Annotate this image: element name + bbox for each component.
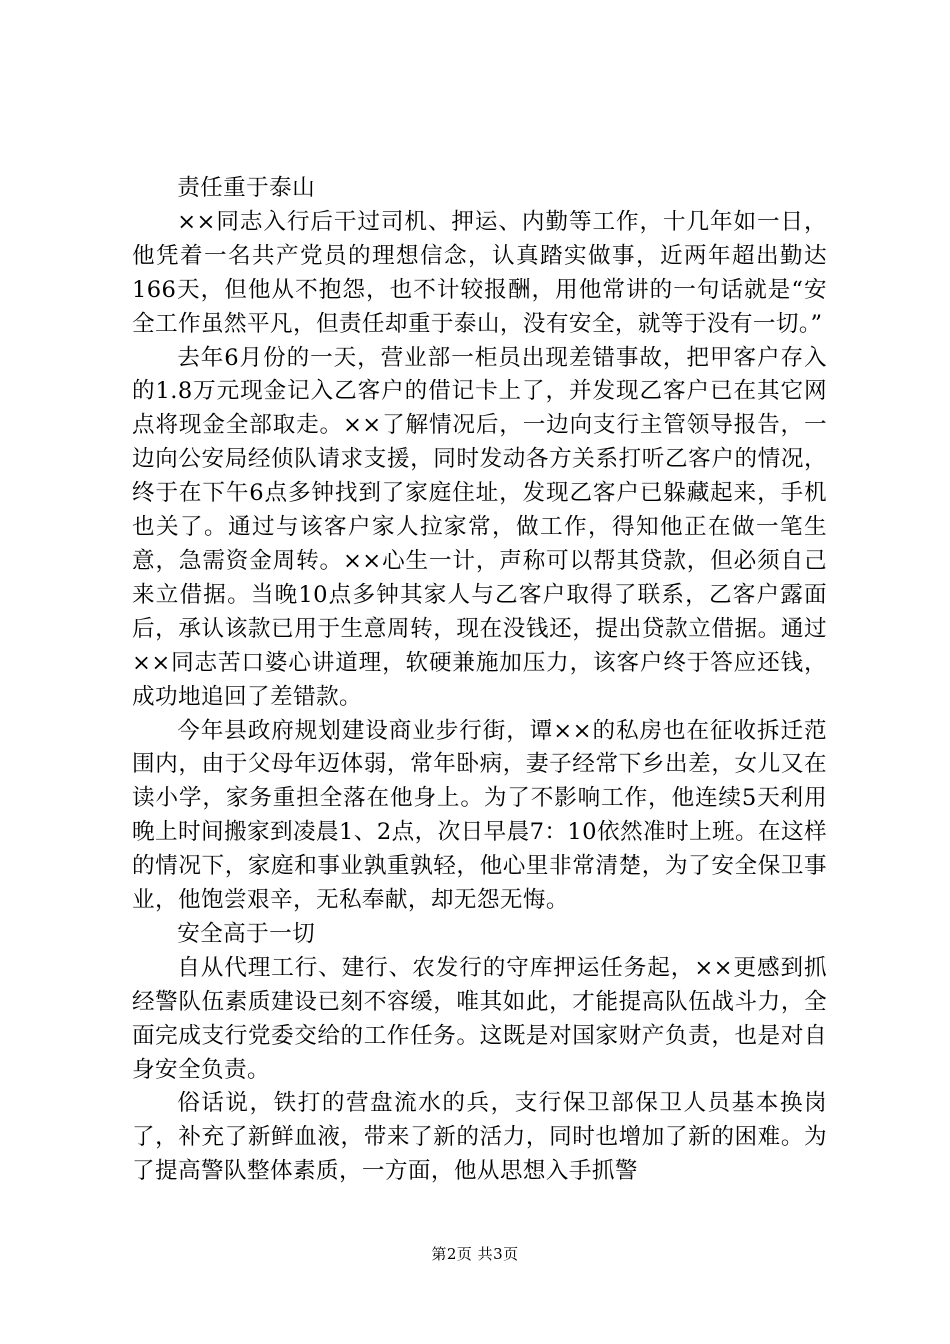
section-heading: 安全高于一切: [177, 920, 316, 947]
document-body: [132, 172, 827, 1189]
paragraph: ××同志入行后干过司机、押运、内勤等工作，十几年如一日，他凭着一名共产党员的理想信念，认真踏实做事，近两年超出勤达166天，但他从不抱怨，也不计较报酬，用他常讲的一句话就是“安全工作虽然平凡，但责任却重于泰山，没有安全，就等于没有一切。”: [132, 208, 827, 337]
paragraph: 俗话说，铁打的营盘流水的兵，支行保卫部保卫人员基本换岗了，补充了新鲜血液，带来了新的活力，同时也增加了新的困难。为了提高警队整体素质，一方面，他从思想入手抓警: [132, 1090, 827, 1185]
paragraph: 自从代理工行、建行、农发行的守库押运任务起，××更感到抓经警队伍素质建设已刻不容缓，唯其如此，才能提高队伍战斗力，全面完成支行党委交给的工作任务。这既是对国家财产负责，也是对自身安全负责。: [132, 954, 827, 1083]
paragraph: 去年6月份的一天，营业部一柜员出现差错事故，把甲客户存入的1.8万元现金记入乙客户的借记卡上了，并发现乙客户已在其它网点将现金全部取走。××了解情况后，一边向支行主管领导报告，一边向公安局经侦队请求支援，同时发动各方关系打听乙客户的情况，终于在下午6点多钟找到了家庭住址，发现乙客户已躲藏起来，手机也关了。通过与该客户家人拉家常，做工作，得知他正在做一笔生意，急需资金周转。××心生一计，声称可以帮其贷款，但必须自己来立借据。当晚10点多钟其家人与乙客户取得了联系，乙客户露面后，承认该款已用于生意周转，现在没钱还，提出贷款立借据。通过××同志苦口婆心讲道理，软硬兼施加压力，该客户终于答应还钱，成功地追回了差错款。: [132, 344, 827, 710]
page-footer: 第2页 共3页: [431, 1245, 519, 1263]
paragraph: 今年县政府规划建设商业步行街，谭××的私房也在征收拆迁范围内，由于父母年迈体弱，常年卧病，妻子经常下乡出差，女儿又在读小学，家务重担全落在他身上。为了不影响工作，他连续5天利用晚上时间搬家到凌晨1、2点，次日早晨7：10依然准时上班。在这样的情况下，家庭和事业孰重孰轻，他心里非常清楚，为了安全保卫事业，他饱尝艰辛，无私奉献，却无怨无悔。: [132, 717, 827, 914]
section-heading: 责任重于泰山: [177, 175, 316, 201]
